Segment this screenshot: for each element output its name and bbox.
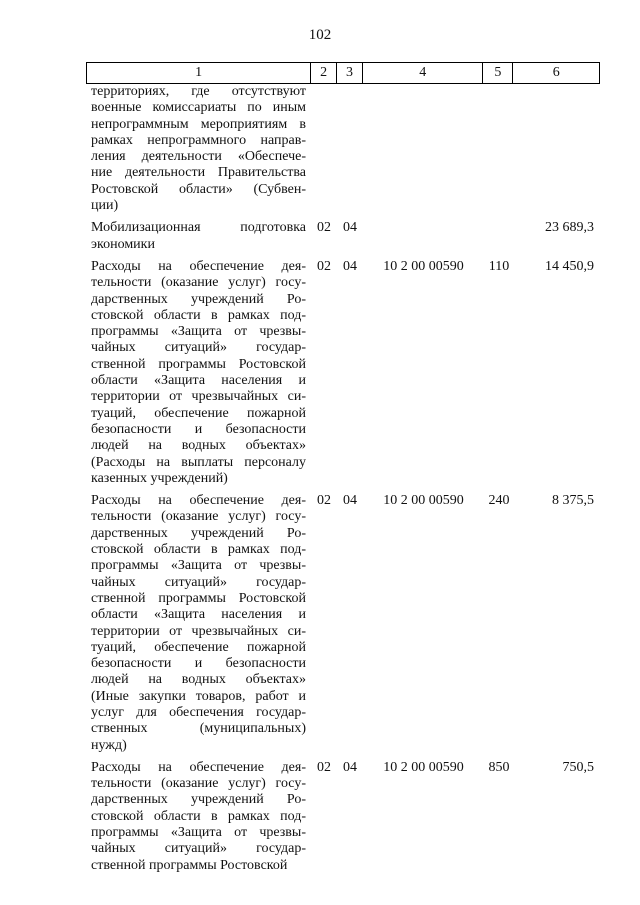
row-section-code: 02 <box>317 258 331 274</box>
row-subsection-code: 04 <box>343 759 357 775</box>
description-line: тельности (оказание услуг) госу- <box>91 509 306 525</box>
description-line: военные комиссариаты по иным <box>91 100 306 116</box>
table-row <box>86 760 600 874</box>
description-line: непрограммным мероприятиям в <box>91 116 306 132</box>
description-line: стовской области в рамках под- <box>91 808 306 824</box>
header-col-1: 1 <box>87 63 311 83</box>
row-section-code: 02 <box>317 220 331 236</box>
table-body <box>86 84 600 880</box>
row-subsection-code: 04 <box>343 493 357 509</box>
description-line: ления деятельности «Обеспече- <box>91 149 306 165</box>
description-line: туаций, обеспечение пожарной <box>91 405 306 421</box>
row-subsection-code: 04 <box>343 258 357 274</box>
row-subsection-code <box>337 84 363 214</box>
header-col-3: 3 <box>337 63 363 83</box>
description-line: тельности (оказание услуг) госу- <box>91 776 306 792</box>
description-line: программы «Защита от чрезвы- <box>91 825 306 841</box>
description-line: территориях, где отсутствуют <box>91 84 306 99</box>
table-row <box>86 84 600 214</box>
row-amount <box>514 84 600 214</box>
description-line: стовской области в рамках под- <box>91 307 306 323</box>
description-line: людей на водных объектах» <box>91 438 306 454</box>
description-line: Расходы на обеспечение дея- <box>91 493 306 509</box>
row-expense-type-code: 850 <box>488 759 510 775</box>
description-line: программы «Защита от чрезвы- <box>91 324 306 340</box>
description-line: чайных ситуаций» государ- <box>91 841 306 857</box>
description-line: безопасности и безопасности <box>91 656 306 672</box>
description-line: чайных ситуаций» государ- <box>91 340 306 356</box>
header-col-6: 6 <box>552 65 560 80</box>
table-row <box>86 259 600 487</box>
row-description <box>86 493 311 754</box>
row-target-article-code: 10 2 00 00590 <box>383 493 464 509</box>
description-line: рамках непрограммного направ- <box>91 132 306 148</box>
row-description <box>86 220 311 253</box>
description-line: территории от чрезвычайных си- <box>91 623 306 639</box>
description-line: стовской области в рамках под- <box>91 542 306 558</box>
description-line: области «Защита населения и <box>91 607 306 623</box>
row-section-code: 02 <box>317 493 331 509</box>
page-number: 102 <box>308 27 332 43</box>
description-line: Мобилизационная подготовка <box>91 220 306 236</box>
row-expense-type-code: 240 <box>488 493 510 509</box>
row-amount: 14 450,9 <box>545 258 594 274</box>
description-line: дарственных учреждений Ро- <box>91 525 306 541</box>
header-col-2: 2 <box>311 63 337 83</box>
description-line: людей на водных объектах» <box>91 672 306 688</box>
description-line: (Иные закупки товаров, работ и <box>91 688 306 704</box>
description-line: туаций, обеспечение пожарной <box>91 639 306 655</box>
description-line: нужд) <box>91 737 127 753</box>
description-line: программы «Защита от чрезвы- <box>91 558 306 574</box>
row-amount: 8 375,5 <box>552 493 594 509</box>
row-target-article-code <box>363 220 484 253</box>
table-row <box>86 493 600 754</box>
description-line: (Расходы на выплаты персоналу <box>91 454 306 470</box>
row-target-article-code: 10 2 00 00590 <box>383 759 464 775</box>
row-expense-type-code <box>484 220 514 253</box>
row-description <box>86 259 311 487</box>
description-line: территории от чрезвычайных си- <box>91 389 306 405</box>
header-col-5: 5 <box>483 63 513 83</box>
description-line: дарственных учреждений Ро- <box>91 792 306 808</box>
description-line: безопасности и безопасности <box>91 421 306 437</box>
row-expense-type-code: 110 <box>488 258 510 274</box>
description-line: чайных ситуаций» государ- <box>91 574 306 590</box>
row-target-article-code: 10 2 00 00590 <box>383 258 464 274</box>
row-expense-type-code <box>484 84 514 214</box>
row-amount: 23 689,3 <box>545 220 594 236</box>
description-line: Ростовской области» (Субвен- <box>91 181 306 197</box>
description-line: ние деятельности Правительства <box>91 165 306 181</box>
description-line: области «Защита населения и <box>91 373 306 389</box>
description-line: ственной программы Ростовской <box>91 356 306 372</box>
header-col-4: 4 <box>363 63 484 83</box>
row-subsection-code: 04 <box>343 220 357 236</box>
description-line: услуг для обеспечения государ- <box>91 704 306 720</box>
table-row <box>86 220 600 253</box>
description-line: тельности (оказание услуг) госу- <box>91 275 306 291</box>
description-line: ции) <box>91 198 119 214</box>
description-line: экономики <box>91 236 155 252</box>
row-description <box>86 760 311 874</box>
description-line: дарственных учреждений Ро- <box>91 291 306 307</box>
description-line: казенных учреждений) <box>91 470 228 486</box>
row-target-article-code <box>363 84 484 214</box>
description-line: ственных (муниципальных) <box>91 721 306 737</box>
row-amount: 750,5 <box>562 759 594 775</box>
row-description <box>86 84 311 214</box>
description-line: ственной программы Ростовской <box>91 590 306 606</box>
description-line: ственной программы Ростовской <box>91 857 288 873</box>
table-header-row <box>86 62 600 84</box>
row-section-code: 02 <box>317 759 331 775</box>
description-line: Расходы на обеспечение дея- <box>91 258 306 274</box>
description-line: Расходы на обеспечение дея- <box>91 759 306 775</box>
row-section-code <box>311 84 337 214</box>
